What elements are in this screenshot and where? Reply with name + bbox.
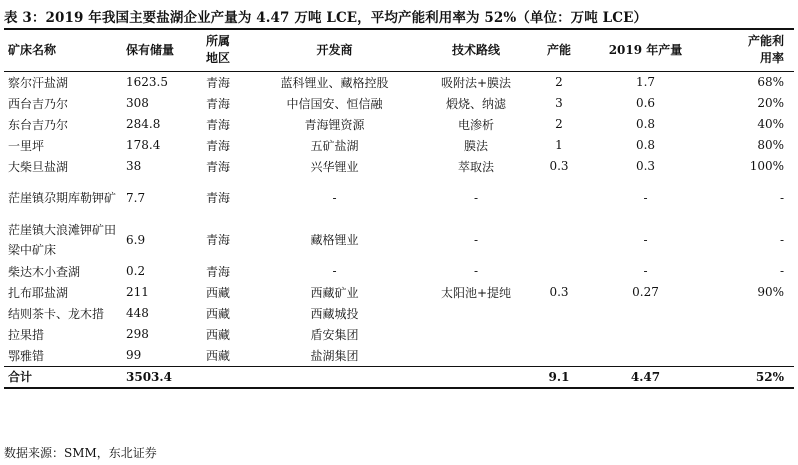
cell-capacity: [535, 303, 583, 324]
header-tech: 技术路线: [417, 29, 535, 71]
table-row: [4, 93, 794, 114]
table-header-row: [4, 29, 794, 71]
cell-tech: -: [473, 264, 479, 278]
cell-region: 青海: [206, 96, 231, 111]
cell-tech: -: [473, 190, 479, 205]
cell-region: 西藏: [206, 306, 231, 321]
cell-mine: 察尔汗盐湖: [8, 75, 69, 90]
cell-developer: 中信国安、恒信融: [286, 96, 383, 111]
cell-tech: [417, 303, 535, 324]
cell-capacity: [535, 177, 583, 219]
header-region: [202, 29, 252, 71]
cell-developer: 西藏矿业: [310, 285, 359, 300]
table-row: [4, 219, 794, 261]
table-row: [4, 156, 794, 177]
header-mine: 矿床名称: [4, 29, 122, 71]
cell-reserves: 0.2: [126, 264, 146, 278]
cell-region: 西藏: [206, 348, 231, 363]
cell-tech: 吸附法+膜法: [440, 75, 512, 90]
cell-region: 青海: [206, 264, 231, 279]
table-row: [4, 177, 794, 219]
header-utilization-line2: 用率: [759, 51, 784, 66]
cell-region: 青海: [206, 117, 231, 132]
table-row: [4, 114, 794, 135]
total-label: 合计: [4, 366, 122, 388]
cell-capacity: [535, 345, 583, 367]
cell-developer: 西藏城投: [310, 306, 359, 321]
cell-output: [583, 303, 708, 324]
cell-developer: 盐湖集团: [310, 348, 359, 363]
cell-capacity: [535, 219, 583, 261]
cell-mine: 一里坪: [8, 138, 45, 153]
cell-tech: [417, 345, 535, 367]
cell-developer: -: [332, 190, 337, 205]
table-total-row: [4, 366, 794, 388]
cell-output: -: [643, 190, 648, 205]
cell-utilization: -: [779, 232, 784, 247]
cell-region: 青海: [206, 159, 231, 174]
cell-utilization: 80%: [757, 138, 784, 152]
cell-reserves: 7.7: [126, 190, 146, 205]
cell-reserves: 6.9: [126, 232, 146, 247]
total-region: [202, 366, 252, 388]
cell-tech: 太阳池+提纯: [440, 285, 512, 300]
cell-developer: 青海锂资源: [304, 117, 365, 132]
cell-capacity: [535, 324, 583, 345]
total-output: 4.47: [583, 366, 708, 388]
header-region-line2: 地区: [206, 51, 231, 66]
cell-capacity: 2: [555, 75, 563, 89]
header-capacity: 产能: [535, 29, 583, 71]
cell-reserves: 298: [126, 327, 149, 341]
cell-utilization: 20%: [757, 96, 784, 110]
cell-mine: 结则茶卡、龙木措: [8, 306, 105, 321]
cell-mine: 西台吉乃尔: [8, 96, 69, 111]
cell-reserves: 178.4: [126, 138, 161, 152]
header-utilization: [708, 29, 794, 71]
cell-developer: -: [332, 264, 337, 278]
total-utilization: 52%: [708, 366, 794, 388]
table-title: 表 3：2019 年我国主要盐湖企业产量为 4.47 万吨 LCE，平均产能利用率为 52%（单位：万吨 LCE）: [4, 10, 648, 26]
table-row: [4, 324, 794, 345]
cell-tech: 电渗析: [457, 117, 494, 132]
cell-output: 0.8: [635, 138, 656, 152]
header-reserves: 保有储量: [122, 29, 202, 71]
cell-output: [583, 324, 708, 345]
cell-capacity: 3: [555, 96, 563, 110]
data-source-note: 数据来源：SMM，东北证券: [4, 446, 157, 460]
cell-utilization: 100%: [749, 159, 784, 173]
cell-mine: 拉果措: [8, 327, 45, 342]
cell-utilization: -: [779, 190, 784, 205]
cell-mine: 茫崖镇尕期库勒钾矿: [8, 190, 117, 205]
cell-output: 0.8: [635, 117, 656, 131]
cell-mine: 大柴旦盐湖: [8, 159, 69, 174]
table-row: [4, 261, 794, 282]
table-row: [4, 282, 794, 303]
cell-region: 青海: [206, 75, 231, 90]
cell-reserves: 448: [126, 306, 149, 320]
table-row: [4, 345, 794, 367]
cell-utilization: -: [779, 264, 784, 278]
cell-mine: 东台吉乃尔: [8, 117, 69, 132]
cell-mine: 茫崖镇大浪滩钾矿田梁中矿床: [8, 222, 117, 257]
cell-reserves: 308: [126, 96, 149, 110]
cell-capacity: 0.3: [549, 159, 569, 173]
lithium-salt-lake-table: [4, 28, 794, 389]
cell-developer: 藏格锂业: [310, 232, 359, 247]
cell-output: 0.3: [635, 159, 656, 173]
cell-tech: [417, 324, 535, 345]
cell-region: 西藏: [206, 285, 231, 300]
cell-output: 0.27: [632, 285, 659, 299]
cell-reserves: 38: [126, 159, 142, 173]
cell-mine: 鄂雅错: [8, 348, 45, 363]
cell-output: -: [643, 264, 648, 278]
total-developer: [252, 366, 417, 388]
cell-mine: 扎布耶盐湖: [8, 285, 69, 300]
header-utilization-line1: 产能利: [747, 34, 784, 49]
table-row: [4, 135, 794, 156]
table-body: [4, 71, 794, 366]
cell-output: 0.6: [635, 96, 656, 110]
cell-region: 青海: [206, 138, 231, 153]
cell-output: [583, 345, 708, 367]
lithium-salt-lake-table-container: [4, 28, 794, 389]
table-row: [4, 71, 794, 93]
cell-reserves: 1623.5: [126, 75, 168, 89]
cell-developer: 兴华锂业: [310, 159, 359, 174]
cell-utilization: [708, 303, 794, 324]
cell-output: 1.7: [635, 75, 656, 89]
table-row: [4, 303, 794, 324]
header-developer: 开发商: [252, 29, 417, 71]
cell-utilization: 90%: [757, 285, 784, 299]
cell-utilization: [708, 324, 794, 345]
cell-capacity: 2: [555, 117, 563, 131]
header-output: 2019 年产量: [583, 29, 708, 71]
total-tech: [417, 366, 535, 388]
cell-utilization: [708, 345, 794, 367]
cell-developer: 蓝科锂业、藏格控股: [280, 75, 389, 90]
cell-capacity: 1: [555, 138, 563, 152]
cell-mine: 柴达木小查湖: [8, 264, 81, 279]
cell-utilization: 40%: [757, 117, 784, 131]
cell-developer: 五矿盐湖: [310, 138, 359, 153]
cell-tech: 萃取法: [457, 159, 494, 174]
cell-utilization: 68%: [757, 75, 784, 89]
cell-region: 青海: [206, 190, 231, 205]
total-reserves: 3503.4: [122, 366, 202, 388]
cell-developer: 盾安集团: [310, 327, 359, 342]
cell-reserves: 99: [126, 348, 142, 362]
cell-tech: -: [473, 232, 479, 247]
cell-capacity: 0.3: [549, 285, 569, 299]
cell-capacity: [535, 261, 583, 282]
header-region-line1: 所属: [206, 34, 231, 49]
cell-region: 西藏: [206, 327, 231, 342]
cell-region: 青海: [206, 232, 231, 247]
cell-tech: 煅烧、纳滤: [445, 96, 506, 111]
cell-reserves: 284.8: [126, 117, 161, 131]
cell-output: -: [643, 232, 648, 247]
cell-reserves: 211: [126, 285, 149, 299]
cell-tech: 膜法: [463, 138, 488, 153]
total-capacity: 9.1: [535, 366, 583, 388]
